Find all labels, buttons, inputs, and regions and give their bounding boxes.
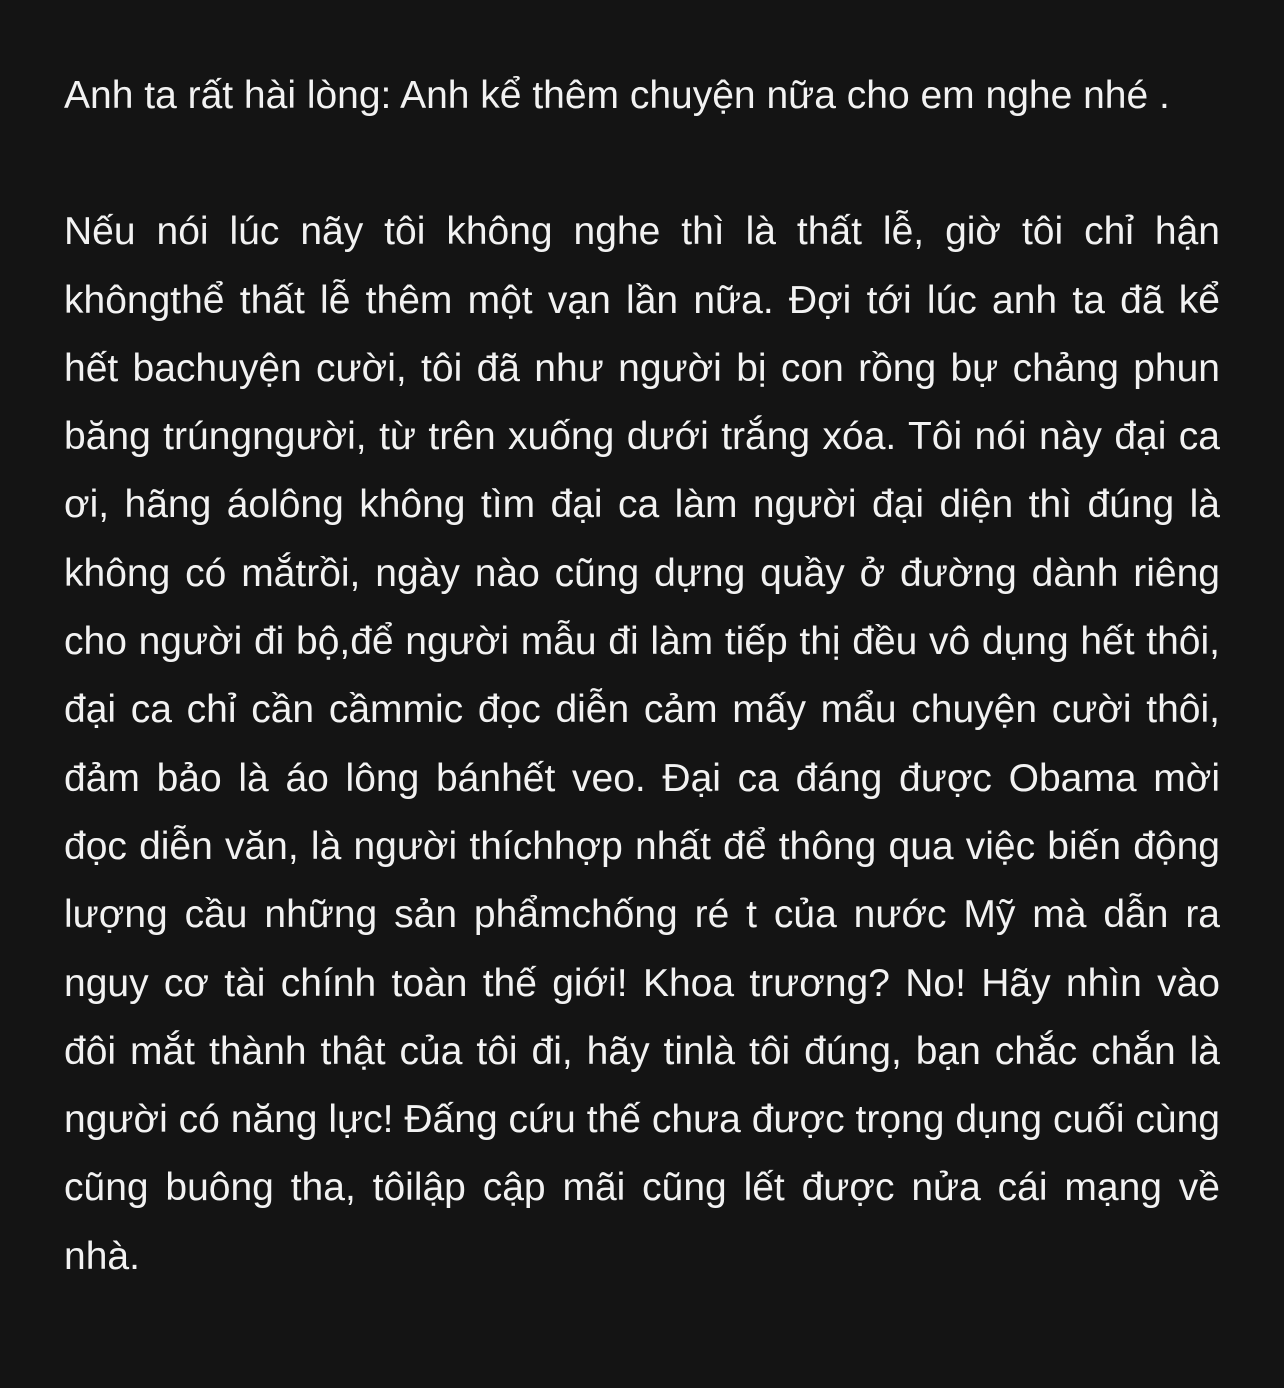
paragraph: Anh ta rất hài lòng: Anh kể thêm chuyện nữa cho em nghe nhé . xyxy=(64,74,1170,117)
reader-text-area xyxy=(64,62,1220,1291)
paragraph: Nếu nói lúc nãy tôi không nghe thì là thất lễ, giờ tôi chỉ hận khôngthể thất lễ thêm một vạn lần nữa. Đợi tới lúc anh ta đã kể hết bachuyện cười, tôi đã như người bị con rồng bự chảng phun băng trúngngười, từ trên xuống dưới trắng xóa. Tôi nói này đại ca ơi, hãng áolông không tìm đại ca làm người đại diện thì đúng là không có mắtrồi, ngày nào cũng dựng quầy ở đường dành riêng cho người đi bộ,để người mẫu đi làm tiếp thị đều vô dụng hết thôi, đại ca chỉ cần cầmmic đọc diễn cảm mấy mẩu chuyện cười thôi, đảm bảo là áo lông bánhết veo. Đại ca đáng được Obama mời đọc diễn văn, là người thíchhợp nhất để thông qua việc biến động lượng cầu những sản phẩmchống ré t của nước Mỹ mà dẫn ra nguy cơ tài chính toàn thế giới! Khoa trương? No! Hãy nhìn vào đôi mắt thành thật của tôi đi, hãy tinlà tôi đúng, bạn chắc chắn là người có năng lực! Đấng cứu thế chưa được trọng dụng cuối cùng cũng buông tha, tôilập cập mãi cũng lết được nửa cái mạng về nhà. xyxy=(64,210,1220,1278)
